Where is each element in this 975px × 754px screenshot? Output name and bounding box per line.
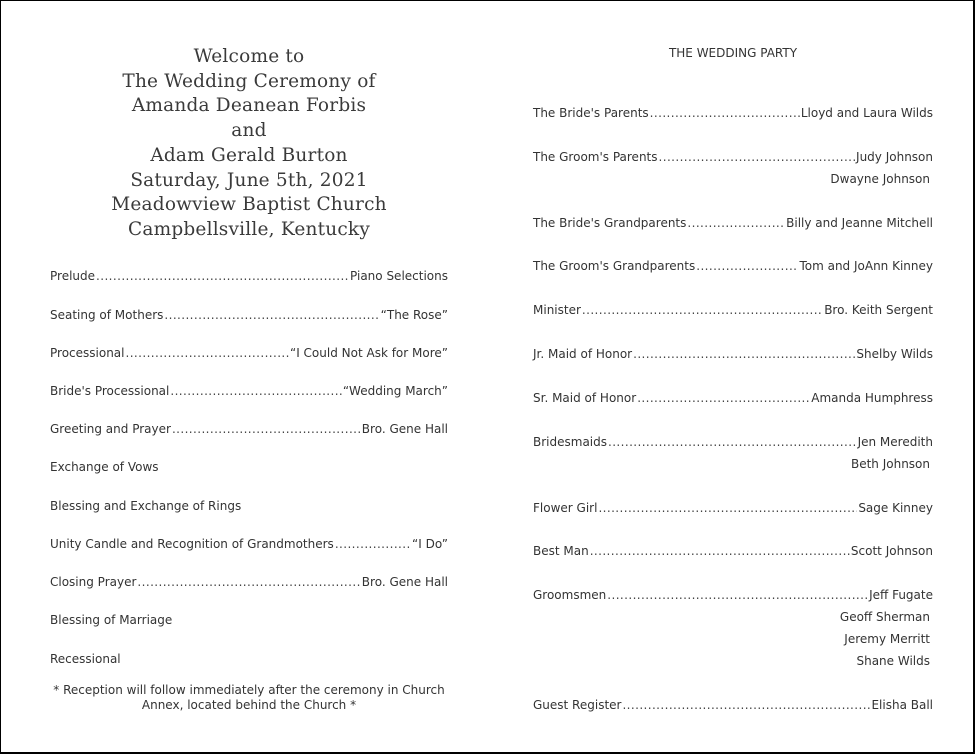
dot-leader [659,149,856,165]
and-line: and [231,120,267,142]
party-role-label: Flower Girl [533,501,598,515]
party-role-label: The Bride's Parents [533,106,649,120]
service-item-label: Recessional [50,652,121,666]
service-item-label: Prelude [50,269,96,283]
party-role-label: The Groom's Grandparents [533,259,696,273]
service-item-blessing-of-marriage [50,612,448,628]
dot-leader [126,345,289,361]
party-role-name: Amanda Humphress [811,391,933,405]
dot-leader [137,574,360,590]
party-role-grooms-grandparents [533,258,933,274]
party-role-name: Sage Kinney [858,501,933,515]
dot-leader [650,105,800,121]
party-role-label: Jr. Maid of Honor [533,347,633,361]
venue-name: Meadowview Baptist Church [111,194,387,216]
dot-leader [582,302,823,318]
dot-leader [598,500,857,516]
party-role-additional-name: Shane Wilds [856,654,930,668]
venue-location: Campbellsville, Kentucky [128,218,370,240]
party-role-label: Bridesmaids [533,435,607,449]
party-role-brides-parents [533,105,933,121]
service-item-label: Exchange of Vows [50,460,159,474]
service-item-value: “I Could Not Ask for More” [289,346,448,360]
party-role-name: Scott Johnson [850,544,933,558]
service-item-brides-processional [50,383,448,399]
party-role-grooms-parents [533,149,933,165]
service-item-unity-candle [50,536,448,552]
ceremony-line: The Wedding Ceremony of [122,70,376,92]
dot-leader [172,421,361,437]
welcome-line: Welcome to [193,46,305,67]
bride-name: Amanda Deanean Forbis [131,95,367,117]
party-role-brides-grandparents [533,215,933,231]
service-item-exchange-of-vows [50,459,448,475]
party-role-bridesmaids [533,434,933,450]
service-item-value: Bro. Gene Hall [361,422,448,436]
service-item-label: Blessing of Marriage [50,613,173,627]
party-role-flower-girl [533,500,933,516]
service-item-label: Unity Candle and Recognition of Grandmothers [50,537,334,551]
dot-leader [164,307,379,323]
welcome-title-block [49,45,449,243]
party-role-label: The Bride's Grandparents [533,216,687,230]
party-role-name: Lloyd and Laura Wilds [800,106,933,120]
party-role-label: Guest Register [533,698,622,712]
party-role-label: Best Man [533,544,589,558]
dot-leader [637,390,810,406]
party-role-name: Jen Meredith [857,435,933,449]
party-role-name: Judy Johnson [856,150,933,164]
wedding-date: Saturday, June 5th, 2021 [130,169,368,191]
dot-leader [96,268,349,284]
wedding-party-heading: THE WEDDING PARTY [668,46,798,60]
footnote-line: * Reception will follow immediately after the ceremony in Church [53,683,445,697]
party-role-groomsmen [533,587,933,603]
party-role-additional-name: Dwayne Johnson [830,172,930,186]
dot-leader [696,258,798,274]
dot-leader [622,697,870,713]
party-role-name: Tom and JoAnn Kinney [799,259,933,273]
party-role-additional-name: Beth Johnson [850,457,930,471]
party-role-jr-maid-of-honor [533,346,933,362]
service-item-label: Bride's Processional [50,384,170,398]
service-item-label: Greeting and Prayer [50,422,171,436]
party-role-name: Jeff Fugate [869,588,933,602]
dot-leader [335,536,411,552]
service-item-label: Processional [50,346,125,360]
party-role-name: Billy and Jeanne Mitchell [786,216,933,230]
party-role-additional-name: Jeremy Merritt [844,632,930,646]
service-item-processional [50,345,448,361]
service-item-value: Bro. Gene Hall [361,575,448,589]
party-role-sr-maid-of-honor [533,390,933,406]
dot-leader [170,383,341,399]
dot-leader [633,346,855,362]
party-role-label: Minister [533,303,581,317]
service-item-blessing-and-exchange-of-rings [50,498,448,514]
service-item-label: Closing Prayer [50,575,137,589]
dot-leader [608,434,857,450]
party-role-minister [533,302,933,318]
party-role-guest-register [533,697,933,713]
service-item-closing-prayer [50,574,448,590]
dot-leader [687,215,785,231]
groom-name: Adam Gerald Burton [150,144,348,166]
service-item-seating-of-mothers [50,307,448,323]
service-item-value: “The Rose” [380,308,448,322]
service-item-prelude [50,268,448,284]
dot-leader [590,543,850,559]
service-item-greeting-and-prayer [50,421,448,437]
reception-footnote [49,683,449,713]
service-item-label: Seating of Mothers [50,308,164,322]
party-role-label: Groomsmen [533,588,607,602]
party-role-additional-name: Geoff Sherman [839,610,930,624]
party-role-name: Shelby Wilds [856,347,933,361]
dot-leader [607,587,868,603]
party-role-best-man [533,543,933,559]
service-item-value: Piano Selections [350,269,448,283]
service-item-value: “I Do” [412,537,448,551]
service-item-recessional [50,651,448,667]
party-role-label: The Groom's Parents [533,150,658,164]
party-role-name: Bro. Keith Sergent [824,303,933,317]
service-item-value: “Wedding March” [342,384,448,398]
footnote-line: Annex, located behind the Church * [141,698,357,712]
service-item-label: Blessing and Exchange of Rings [50,499,242,513]
party-role-label: Sr. Maid of Honor [533,391,637,405]
party-role-name: Elisha Ball [871,698,933,712]
